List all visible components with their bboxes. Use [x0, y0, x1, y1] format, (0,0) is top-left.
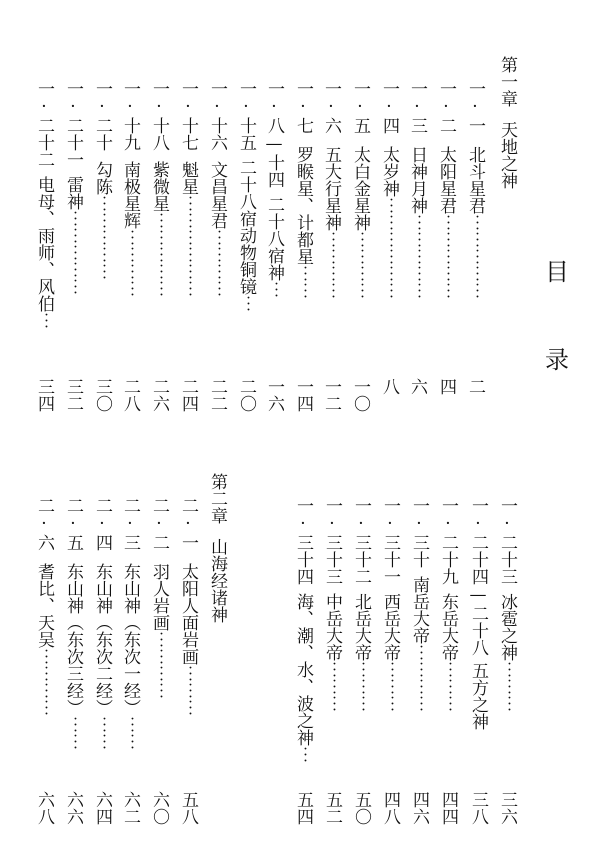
toc-entry[interactable]	[121, 80, 138, 297]
entry-label: 一·三十三	[322, 497, 342, 585]
entry-title: 罗睺星、计都星	[293, 146, 313, 265]
entry-label: 一·十五	[236, 80, 256, 151]
toc-entry[interactable]	[323, 497, 340, 712]
toc-entry[interactable]	[469, 497, 486, 730]
entry-label: 一·五	[350, 80, 370, 134]
entry-title: 耆比、天吴	[34, 563, 54, 648]
leader-dots: ⋯⋯⋯⋯⋯	[436, 214, 456, 299]
toc-entry[interactable]	[380, 80, 397, 299]
entry-page: 五八	[178, 791, 198, 825]
leader-dots: ⋯⋯⋯⋯⋯⋯	[178, 195, 198, 297]
leader-dots: ⋯⋯	[63, 716, 83, 750]
entry-title: 太阳人面岩画	[178, 563, 198, 665]
entry-label: 一·一	[465, 80, 485, 134]
entry-title: 紫微星	[149, 161, 169, 212]
entry-page: 三六	[497, 791, 517, 825]
entry-label: 一·二十三	[497, 497, 517, 585]
entry-label: 一·三	[407, 80, 427, 134]
entry-label: 二·三	[120, 497, 140, 551]
entry-page: 三四	[34, 378, 54, 412]
entry-page: 五〇	[351, 791, 371, 825]
entry-title: 太阳星君	[436, 146, 456, 214]
leader-dots: ⋯⋯	[293, 265, 313, 299]
entry-label: 一·二十一	[63, 80, 83, 168]
entry-label: 二·一	[178, 497, 198, 551]
entry-title: 东山神（东次一经）	[120, 563, 140, 716]
entry-page: 六八	[34, 791, 54, 825]
entry-title: 五大行星神	[321, 146, 341, 231]
entry-label: 一·二十四—二十八	[468, 497, 488, 656]
entry-label: 一·八—十四	[264, 80, 284, 188]
chapter-heading	[208, 473, 225, 623]
toc-entry[interactable]	[179, 80, 196, 297]
leader-dots: ⋯⋯⋯	[497, 661, 517, 712]
entry-title: 南岳大帝	[409, 576, 429, 644]
leader-dots: ⋯⋯⋯⋯⋯	[92, 195, 112, 280]
leader-dots: ⋯⋯	[92, 716, 112, 750]
entry-title: 魁星	[178, 161, 198, 195]
entry-page: 一〇	[350, 378, 370, 412]
toc-entry[interactable]	[237, 80, 254, 312]
leader-dots: ⋯⋯⋯	[178, 665, 198, 716]
entry-title: 勾陈	[92, 161, 112, 195]
entry-title: 北岳大帝	[351, 593, 371, 661]
leader-dots: ⋯⋯⋯⋯	[350, 231, 370, 299]
entry-title: 五方之神	[468, 662, 488, 730]
entry-title: 冰雹之神	[497, 593, 517, 661]
entry-label: 一·十六	[207, 80, 227, 151]
entry-page: 五四	[293, 791, 313, 825]
entry-label: 一·二十	[92, 80, 112, 151]
entry-title: 电母、雨师、风伯	[34, 176, 54, 312]
entry-page: 二	[465, 378, 485, 395]
entry-label: 一·二十二	[34, 80, 54, 168]
chapter-title: 山海经诸神	[207, 538, 227, 623]
entry-page: 四八	[380, 791, 400, 825]
toc-entry[interactable]	[322, 80, 339, 299]
toc-entry[interactable]	[179, 497, 196, 716]
leader-dots: ⋯⋯⋯⋯⋯	[149, 212, 169, 297]
toc-entry[interactable]	[121, 497, 138, 750]
chapter-label: 第一章	[497, 56, 517, 107]
leader-dots: ⋯⋯⋯	[322, 661, 342, 712]
toc-entry[interactable]	[93, 80, 110, 280]
entry-page: 六	[407, 378, 427, 395]
entry-page: 二八	[120, 378, 140, 412]
entry-label: 一·三十一	[380, 497, 400, 585]
toc-entry[interactable]	[410, 497, 427, 712]
leader-dots: ⋯⋯⋯⋯⋯	[465, 214, 485, 299]
toc-title-char-2: 录	[545, 346, 569, 374]
entry-title: 太岁神	[379, 146, 399, 197]
leader-dots: ⋯⋯⋯⋯	[149, 631, 169, 699]
toc-entry[interactable]	[294, 497, 311, 763]
entry-page: 二六	[149, 378, 169, 412]
entry-label: 一·二	[436, 80, 456, 134]
entry-title: 东岳大帝	[438, 593, 458, 661]
entry-page: 一六	[264, 378, 284, 412]
entry-title: 北斗星君	[465, 146, 485, 214]
leader-dots: ⋯⋯⋯⋯	[34, 648, 54, 716]
entry-label: 一·六	[321, 80, 341, 134]
leader-dots: ⋯	[293, 746, 313, 763]
toc-entry[interactable]	[352, 497, 369, 712]
entry-page: 六〇	[149, 791, 169, 825]
leader-dots: ⋯⋯⋯	[351, 661, 371, 712]
entry-page: 一二	[321, 378, 341, 412]
entry-title: 二十八宿动物铜镜	[236, 159, 256, 295]
entry-page: 二二	[207, 378, 227, 412]
toc-entry[interactable]	[294, 80, 311, 299]
toc-entry[interactable]	[437, 80, 454, 299]
toc-entry[interactable]	[64, 497, 81, 750]
entry-label: 一·七	[293, 80, 313, 134]
toc-entry[interactable]	[265, 80, 282, 298]
leader-dots: ⋯⋯⋯⋯	[409, 644, 429, 712]
toc-entry[interactable]	[93, 497, 110, 750]
entry-page: 六六	[63, 791, 83, 825]
chapter-heading	[498, 56, 515, 189]
entry-title: 南极星辉	[120, 161, 140, 229]
entry-title: 东山神（东次三经）	[63, 563, 83, 716]
chapter-label: 第二章	[207, 473, 227, 524]
leader-dots: ⋯⋯⋯	[380, 661, 400, 712]
toc-entry[interactable]	[150, 80, 167, 297]
toc-entry[interactable]	[351, 80, 368, 299]
entry-label: 一·三十	[409, 497, 429, 568]
leader-dots: ⋯⋯⋯⋯	[207, 229, 227, 297]
toc-entry[interactable]	[208, 80, 225, 297]
entry-label: 一·二十九	[438, 497, 458, 585]
entry-page: 五二	[322, 791, 342, 825]
entry-title: 日神月神	[407, 146, 427, 214]
leader-dots: ⋯⋯⋯⋯⋯	[63, 210, 83, 295]
entry-page: 四六	[409, 791, 429, 825]
toc-entry[interactable]	[35, 80, 52, 329]
entry-title: 西岳大帝	[380, 593, 400, 661]
entry-label: 一·三十四	[293, 497, 313, 585]
entry-page: 三八	[468, 791, 488, 825]
leader-dots: ⋯⋯⋯⋯	[321, 231, 341, 299]
toc-entry[interactable]	[381, 497, 398, 712]
entry-title: 雷神	[63, 176, 83, 210]
entry-page: 一四	[293, 378, 313, 412]
entry-label: 二·六	[34, 497, 54, 551]
entry-label: 一·十八	[149, 80, 169, 151]
toc-entry[interactable]	[466, 80, 483, 299]
entry-label: 一·十九	[120, 80, 140, 151]
entry-label: 一·四	[379, 80, 399, 134]
entry-page: 四	[436, 378, 456, 395]
entry-title: 二十八宿神	[264, 196, 284, 281]
entry-page: 八	[379, 378, 399, 395]
entry-label: 二·五	[63, 497, 83, 551]
chapter-title: 天地之神	[497, 121, 517, 189]
entry-label: 二·二	[149, 497, 169, 551]
entry-label: 一·十七	[178, 80, 198, 151]
entry-page: 四四	[438, 791, 458, 825]
leader-dots: ⋯⋯⋯⋯	[120, 229, 140, 297]
toc-entry[interactable]	[35, 497, 52, 716]
entry-page: 六二	[120, 791, 140, 825]
toc-entry[interactable]	[439, 497, 456, 712]
toc-title-char-1: 目	[545, 258, 569, 286]
entry-label: 一·三十二	[351, 497, 371, 585]
entry-page: 六四	[92, 791, 112, 825]
entry-label: 二·四	[92, 497, 112, 551]
entry-title: 太白金星神	[350, 146, 370, 231]
toc-entry[interactable]	[150, 497, 167, 699]
toc-entry[interactable]	[64, 80, 81, 295]
toc-entry[interactable]	[498, 497, 515, 712]
entry-title: 文昌星君	[207, 161, 227, 229]
toc-entry[interactable]	[408, 80, 425, 299]
leader-dots: ⋯⋯⋯⋯⋯	[407, 214, 427, 299]
leader-dots: ⋯	[264, 281, 284, 298]
leader-dots: ⋯⋯	[120, 716, 140, 750]
entry-title: 海、潮、水、波之神	[293, 593, 313, 746]
entry-title: 东山神（东次二经）	[92, 563, 112, 716]
entry-title: 羽人岩画	[149, 563, 169, 631]
leader-dots: ⋯⋯⋯	[438, 661, 458, 712]
leader-dots: ⋯	[34, 312, 54, 329]
leader-dots: ⋯⋯⋯⋯⋯⋯	[379, 197, 399, 299]
leader-dots: ⋯	[236, 295, 256, 312]
entry-page: 三二	[63, 378, 83, 412]
entry-page: 二〇	[236, 378, 256, 412]
entry-page: 三〇	[92, 378, 112, 412]
entry-page: 二四	[178, 378, 198, 412]
entry-title: 中岳大帝	[322, 593, 342, 661]
